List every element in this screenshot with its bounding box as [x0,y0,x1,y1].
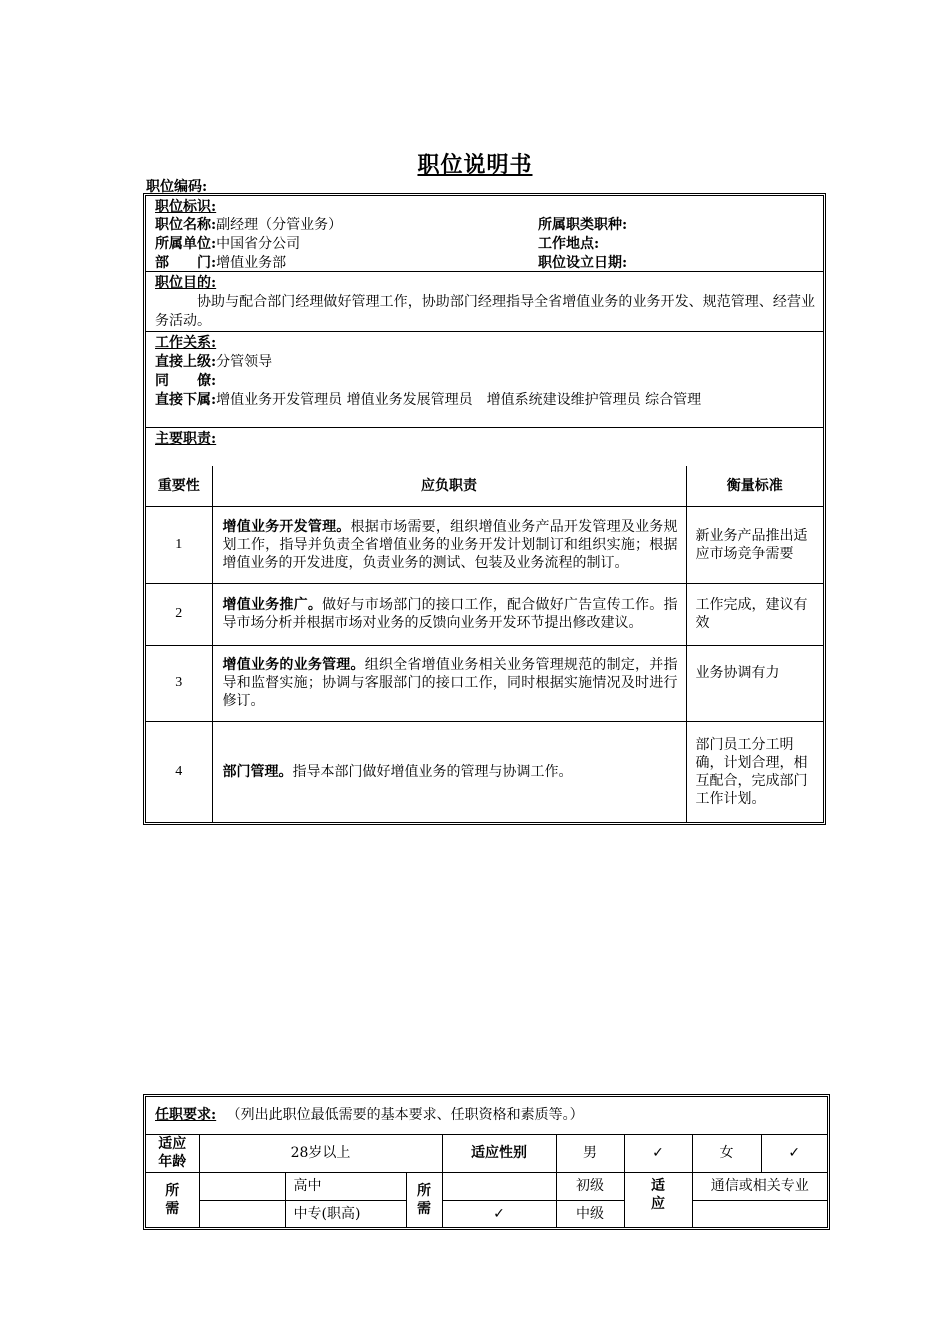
education-label: 所需 [146,1172,199,1227]
male-check-icon: ✓ [624,1134,692,1172]
major-label: 适应 [624,1172,692,1227]
category-label: 所属职类职种: [538,217,628,233]
col-importance: 重要性 [146,466,212,506]
level-middle: 中级 [556,1200,624,1227]
title-check-icon: ✓ [442,1200,556,1227]
relations-heading: 工作关系: [155,335,217,351]
female-label: 女 [692,1134,761,1172]
title-label: 所需 [406,1172,442,1227]
duty-title: 增值业务推广。 [222,597,323,613]
duties-header-row [146,466,823,506]
name-value: 副经理（分管业务） [216,217,343,233]
edu-vocational: 中专(职高) [285,1200,406,1227]
duty-text: 做好与市场部门的接口工作，配合做好广告宣传工作。指导市场分析并根据市场对业务的反馈向业务开发环节提出修改建议。 [222,597,678,631]
male-label: 男 [556,1134,624,1172]
superior-label: 直接上级: [155,354,217,370]
identity-section [146,196,823,272]
age-value: 28岁以上 [199,1134,442,1172]
unit-value: 中国省分公司 [216,236,301,252]
superior-value: 分管领导 [216,354,273,370]
table-row [146,721,823,822]
edu-high-school: 高中 [285,1172,406,1200]
duties-table [146,466,823,822]
row-number: 4 [146,721,212,822]
duty-standard: 新业务产品推出适应市场竞争需要 [686,506,823,583]
duty-title: 增值业务的业务管理。 [222,656,365,673]
requirements-form [143,1094,830,1230]
purpose-text: 协助与配合部门经理做好管理工作，协助部门经理指导全省增值业务的业务开发、规范管理、经营业务活动。 [155,294,815,329]
education-row [146,1172,827,1200]
dept-value: 增值业务部 [216,255,287,271]
dept-label: 部 门: [155,255,217,271]
row-number: 1 [146,506,212,583]
peer-label: 同 僚: [155,373,217,389]
duty-standard: 工作完成，建议有效 [686,583,823,645]
duty-title: 部门管理。 [222,763,293,780]
unit-label: 所属单位: [155,236,217,252]
purpose-heading: 职位目的: [155,275,217,291]
duty-standard: 业务协调有力 [686,645,823,721]
age-gender-row [146,1134,827,1172]
requirements-note: （列出此职位最低需要的基本要求、任职资格和素质等。） [226,1107,584,1124]
purpose-section [146,272,823,332]
established-label: 职位设立日期: [538,255,628,271]
duties-heading: 主要职责: [155,431,217,447]
subordinate-value: 增值业务开发管理员 增值业务发展管理员 增值系统建设维护管理员 综合管理 [216,392,702,408]
duty-text: 根据市场需要，组织增值业务产品开发管理及业务规划工作，指导并负责全省增值业务的业务开发计划制订和组织实施；根据增值业务的开发进度，负责业务的测试、包装及业务流程的制订。 [222,518,678,571]
duty-text: 指导本部门做好增值业务的管理与协调工作。 [292,763,573,780]
col-standard: 衡量标准 [686,466,823,506]
major-value: 通信或相关专业 [692,1172,827,1200]
female-check-icon: ✓ [761,1134,827,1172]
requirements-table [146,1097,827,1228]
row-number: 2 [146,583,212,645]
duty-standard: 部门员工分工明确，计划合理，相互配合，完成部门工作计划。 [686,721,823,822]
row-number: 3 [146,645,212,721]
table-row [146,506,823,583]
age-label: 适应年龄 [146,1134,199,1172]
level-junior: 初级 [556,1172,624,1200]
col-responsibility: 应负职责 [212,466,686,506]
relations-section [146,332,823,428]
requirements-header-row [146,1097,827,1134]
position-code-label: 职位编码: [146,179,208,195]
duty-text: 组织全省增值业务相关业务管理规范的制定，并指导和监督实施；协调与客服部门的接口工作，同时根据实施情况及时进行修订。 [222,656,678,709]
table-row [146,583,823,645]
identity-heading: 职位标识: [155,199,217,215]
table-row [146,645,823,721]
subordinate-label: 直接下属: [155,392,217,408]
gender-label: 适应性别 [442,1134,556,1172]
duties-section [146,428,823,466]
location-label: 工作地点: [538,236,600,252]
education-row-2 [146,1200,827,1227]
job-description-form [143,193,826,825]
requirements-heading: 任职要求: [155,1107,217,1124]
duty-title: 增值业务开发管理。 [222,518,351,535]
name-label: 职位名称: [155,217,217,233]
document-title: 职位说明书 [417,152,533,178]
